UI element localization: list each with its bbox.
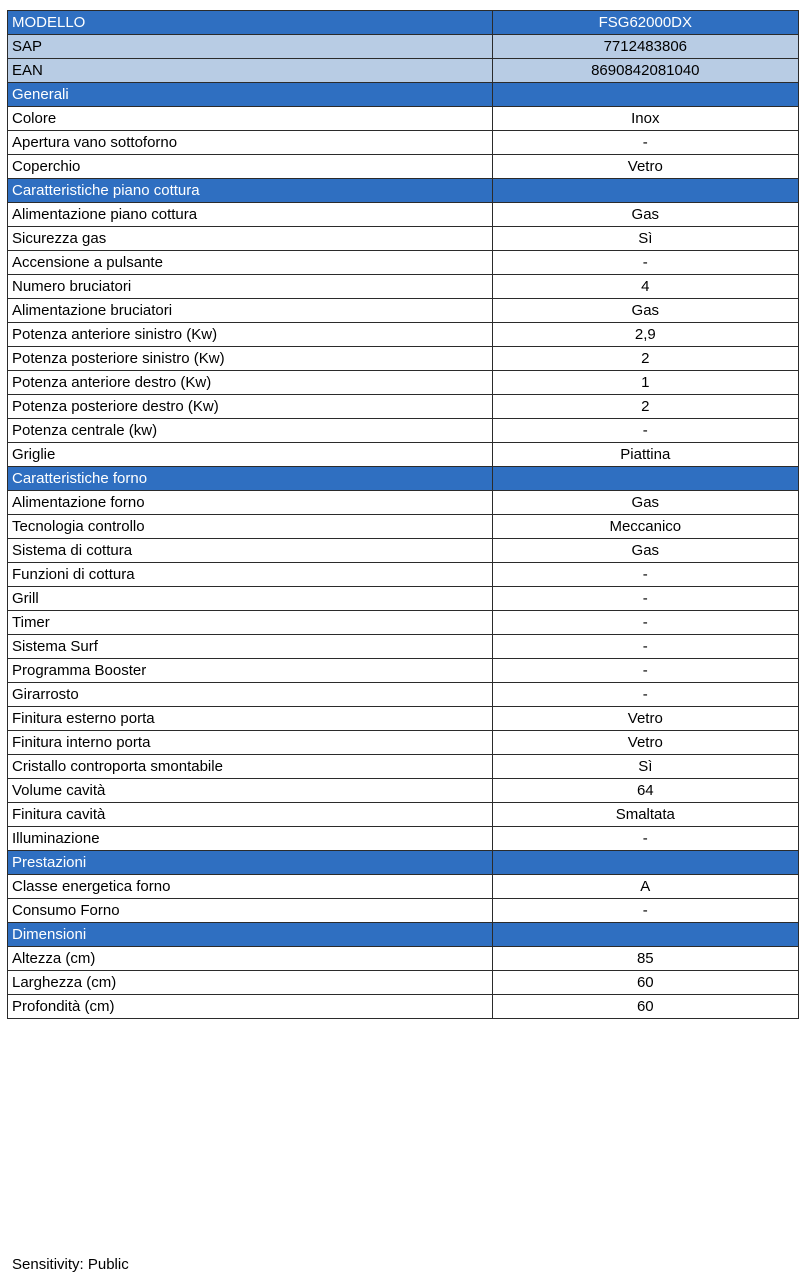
spec-value: - bbox=[492, 587, 798, 611]
spec-value: - bbox=[492, 419, 798, 443]
spec-row bbox=[8, 683, 799, 707]
section-blank bbox=[492, 923, 798, 947]
spec-label: Programma Booster bbox=[8, 659, 493, 683]
section-header bbox=[8, 179, 799, 203]
header-row-ean bbox=[8, 59, 799, 83]
spec-value: - bbox=[492, 899, 798, 923]
spec-label: Timer bbox=[8, 611, 493, 635]
spec-row bbox=[8, 707, 799, 731]
spec-value: Gas bbox=[492, 491, 798, 515]
spec-row bbox=[8, 491, 799, 515]
spec-value: Smaltata bbox=[492, 803, 798, 827]
header-value: 7712483806 bbox=[492, 35, 798, 59]
spec-row bbox=[8, 587, 799, 611]
spec-label: Altezza (cm) bbox=[8, 947, 493, 971]
spec-row bbox=[8, 251, 799, 275]
spec-table bbox=[7, 10, 799, 1019]
spec-value: - bbox=[492, 611, 798, 635]
header-row-modello bbox=[8, 11, 799, 35]
spec-row bbox=[8, 515, 799, 539]
sensitivity-footer: Sensitivity: Public bbox=[12, 1256, 129, 1273]
spec-value: 85 bbox=[492, 947, 798, 971]
spec-value: 2 bbox=[492, 395, 798, 419]
spec-value: 2,9 bbox=[492, 323, 798, 347]
spec-value: Gas bbox=[492, 299, 798, 323]
spec-value: 2 bbox=[492, 347, 798, 371]
spec-label: Illuminazione bbox=[8, 827, 493, 851]
spec-row bbox=[8, 731, 799, 755]
header-label: EAN bbox=[8, 59, 493, 83]
spec-value: 1 bbox=[492, 371, 798, 395]
spec-label: Tecnologia controllo bbox=[8, 515, 493, 539]
spec-row bbox=[8, 755, 799, 779]
spec-row bbox=[8, 395, 799, 419]
spec-row bbox=[8, 899, 799, 923]
header-row-sap bbox=[8, 35, 799, 59]
spec-row bbox=[8, 275, 799, 299]
spec-row bbox=[8, 203, 799, 227]
spec-value: 64 bbox=[492, 779, 798, 803]
section-title: Generali bbox=[8, 83, 493, 107]
spec-label: Funzioni di cottura bbox=[8, 563, 493, 587]
section-blank bbox=[492, 179, 798, 203]
spec-label: Sistema Surf bbox=[8, 635, 493, 659]
section-title: Dimensioni bbox=[8, 923, 493, 947]
section-blank bbox=[492, 851, 798, 875]
spec-label: Potenza centrale (kw) bbox=[8, 419, 493, 443]
spec-value: Vetro bbox=[492, 731, 798, 755]
spec-value: - bbox=[492, 251, 798, 275]
spec-row bbox=[8, 827, 799, 851]
spec-value: Gas bbox=[492, 203, 798, 227]
spec-row bbox=[8, 299, 799, 323]
spec-label: Accensione a pulsante bbox=[8, 251, 493, 275]
spec-label: Alimentazione forno bbox=[8, 491, 493, 515]
spec-value: A bbox=[492, 875, 798, 899]
spec-label: Volume cavità bbox=[8, 779, 493, 803]
spec-row bbox=[8, 611, 799, 635]
spec-value: Inox bbox=[492, 107, 798, 131]
spec-value: Vetro bbox=[492, 155, 798, 179]
section-title: Caratteristiche piano cottura bbox=[8, 179, 493, 203]
header-value: FSG62000DX bbox=[492, 11, 798, 35]
spec-value: - bbox=[492, 827, 798, 851]
spec-row bbox=[8, 971, 799, 995]
spec-label: Apertura vano sottoforno bbox=[8, 131, 493, 155]
section-header bbox=[8, 851, 799, 875]
spec-label: Finitura esterno porta bbox=[8, 707, 493, 731]
spec-row bbox=[8, 155, 799, 179]
spec-label: Potenza posteriore destro (Kw) bbox=[8, 395, 493, 419]
section-header bbox=[8, 83, 799, 107]
spec-row bbox=[8, 131, 799, 155]
spec-label: Numero bruciatori bbox=[8, 275, 493, 299]
spec-label: Potenza anteriore sinistro (Kw) bbox=[8, 323, 493, 347]
spec-row bbox=[8, 563, 799, 587]
spec-label: Profondità (cm) bbox=[8, 995, 493, 1019]
spec-label: Consumo Forno bbox=[8, 899, 493, 923]
spec-label: Sistema di cottura bbox=[8, 539, 493, 563]
spec-value: 60 bbox=[492, 995, 798, 1019]
spec-row bbox=[8, 419, 799, 443]
section-title: Caratteristiche forno bbox=[8, 467, 493, 491]
spec-label: Grill bbox=[8, 587, 493, 611]
spec-row bbox=[8, 875, 799, 899]
section-title: Prestazioni bbox=[8, 851, 493, 875]
section-blank bbox=[492, 467, 798, 491]
spec-value: - bbox=[492, 659, 798, 683]
spec-label: Coperchio bbox=[8, 155, 493, 179]
spec-label: Alimentazione piano cottura bbox=[8, 203, 493, 227]
spec-value: Meccanico bbox=[492, 515, 798, 539]
spec-value: - bbox=[492, 683, 798, 707]
header-value: 8690842081040 bbox=[492, 59, 798, 83]
spec-row bbox=[8, 635, 799, 659]
spec-label: Finitura interno porta bbox=[8, 731, 493, 755]
spec-value: - bbox=[492, 131, 798, 155]
spec-label: Potenza posteriore sinistro (Kw) bbox=[8, 347, 493, 371]
header-label: SAP bbox=[8, 35, 493, 59]
spec-row bbox=[8, 371, 799, 395]
section-header bbox=[8, 923, 799, 947]
section-header bbox=[8, 467, 799, 491]
spec-value: Sì bbox=[492, 755, 798, 779]
spec-value: - bbox=[492, 635, 798, 659]
spec-label: Finitura cavità bbox=[8, 803, 493, 827]
spec-row bbox=[8, 443, 799, 467]
spec-row bbox=[8, 947, 799, 971]
spec-label: Potenza anteriore destro (Kw) bbox=[8, 371, 493, 395]
spec-row bbox=[8, 323, 799, 347]
spec-row bbox=[8, 779, 799, 803]
spec-row bbox=[8, 539, 799, 563]
spec-label: Griglie bbox=[8, 443, 493, 467]
spec-value: Piattina bbox=[492, 443, 798, 467]
spec-row bbox=[8, 803, 799, 827]
spec-value: Gas bbox=[492, 539, 798, 563]
spec-label: Larghezza (cm) bbox=[8, 971, 493, 995]
spec-value: 60 bbox=[492, 971, 798, 995]
spec-value: - bbox=[492, 563, 798, 587]
spec-label: Cristallo controporta smontabile bbox=[8, 755, 493, 779]
spec-row bbox=[8, 659, 799, 683]
spec-row bbox=[8, 995, 799, 1019]
spec-row bbox=[8, 347, 799, 371]
section-blank bbox=[492, 83, 798, 107]
spec-table-body bbox=[8, 11, 799, 1019]
spec-row bbox=[8, 107, 799, 131]
header-label: MODELLO bbox=[8, 11, 493, 35]
spec-label: Alimentazione bruciatori bbox=[8, 299, 493, 323]
spec-label: Sicurezza gas bbox=[8, 227, 493, 251]
spec-value: Sì bbox=[492, 227, 798, 251]
spec-label: Colore bbox=[8, 107, 493, 131]
spec-value: Vetro bbox=[492, 707, 798, 731]
spec-value: 4 bbox=[492, 275, 798, 299]
spec-label: Classe energetica forno bbox=[8, 875, 493, 899]
spec-row bbox=[8, 227, 799, 251]
spec-label: Girarrosto bbox=[8, 683, 493, 707]
